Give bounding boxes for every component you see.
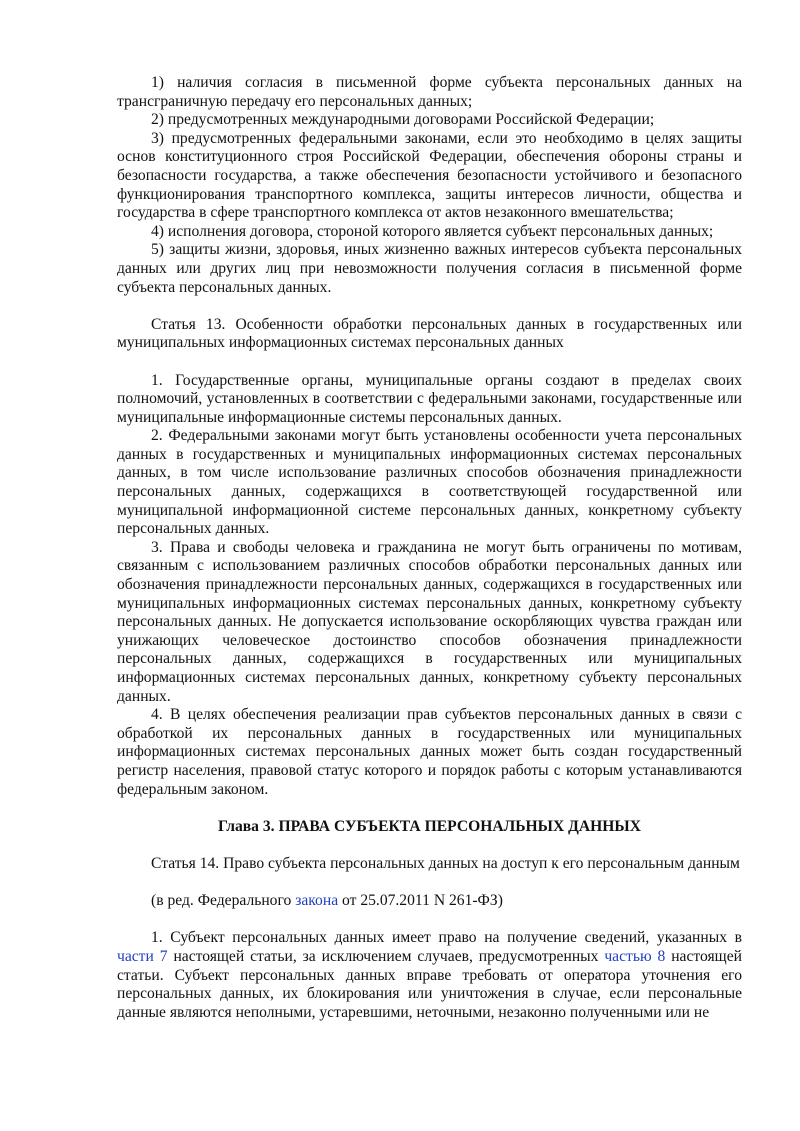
- article-14-edition-note: [117, 892, 742, 911]
- list-item-2: 2) предусмотренных международными договорами Российской Федерации;: [151, 111, 655, 129]
- edition-text-before: (в ред. Федерального: [151, 892, 296, 910]
- article-13-title: Статья 13. Особенности обработки персональных данных в государственных или муниципальных информационных системах персональных данных: [117, 315, 742, 352]
- list-item-5: 5) защиты жизни, здоровья, иных жизненно важных интересов субъекта персональных данных или других лиц при невозможности получения согласия в письменной форме субъекта персональных данных.: [117, 241, 742, 296]
- spacer: [117, 353, 742, 372]
- spacer: [117, 297, 742, 316]
- spacer: [117, 836, 742, 855]
- article-13-paragraph-4: 4. В целях обеспечения реализации прав субъектов персональных данных в связи с обработкой их персональных данных в государственных или муниципальных информационных системах персональных данных может быть создан государственный регистр населения, правовой статус которого и порядок работы с которым устанавливаются федеральным законом.: [117, 706, 742, 798]
- chapter-3-heading: Глава 3. ПРАВА СУБЪЕКТА ПЕРСОНАЛЬНЫХ ДАННЫХ: [218, 817, 641, 835]
- law-link[interactable]: закона: [295, 892, 339, 910]
- part-8-link[interactable]: частью 8: [604, 947, 666, 965]
- article-14-title: Статья 14. Право субъекта персональных данных на доступ к его персональным данным: [151, 854, 740, 872]
- spacer: [117, 874, 742, 893]
- article-14-paragraph-1: [117, 929, 742, 1022]
- document-page: [117, 74, 742, 1022]
- list-item-4: 4) исполнения договора, стороной которого является субъект персональных данных;: [151, 222, 714, 240]
- spacer: [117, 799, 742, 818]
- article-13-paragraph-2: 2. Федеральными законами могут быть установлены особенности учета персональных данных в государственных и муниципальных информационных системах персональных данных, в том числе использование различных способов обозначения принадлежности персональных данных, содержащихся в соответствующей государственной или муниципальной информационной системе персональных данных, конкретному субъекту персональных данных.: [117, 427, 742, 538]
- paragraph-text: настоящей статьи. Субъект персональных данных вправе требовать от оператора уточнения его персональных данных, их блокирования или уничтожения в случае, если персональные данные являются неполными, устаревшими, неточными, незаконно полученными или не: [117, 947, 742, 1021]
- article-13-paragraph-1: 1. Государственные органы, муниципальные органы создают в пределах своих полномочий, установленных в соответствии с федеральными законами, государственные или муниципальные информационные системы персональных данных.: [117, 371, 742, 426]
- list-item-1: 1) наличия согласия в письменной форме субъекта персональных данных на трансграничную передачу его персональных данных;: [117, 74, 742, 110]
- spacer: [117, 911, 742, 930]
- list-item-3: 3) предусмотренных федеральными законами, если это необходимо в целях защиты основ конституционного строя Российской Федерации, обеспечения обороны страны и безопасности государства, а также обеспечения безопасности устойчивого и безопасного функционирования транспортного комплекса, защиты интересов личности, общества и государства в сфере транспортного комплекса от актов незаконного вмешательства;: [117, 129, 742, 222]
- article-13-paragraph-3: 3. Права и свободы человека и гражданина не могут быть ограничены по мотивам, связанным с использованием различных способов обработки персональных данных или обозначения принадлежности персональных данных, содержащихся в государственных или муниципальных информационных системах персональных данных, конкретному субъекту персональных данных. Не допускается использование оскорбляющих чувства граждан или унижающих человеческое достоинство способов обозначения принадлежности персональных данных, содержащихся в государственных или муниципальных информационных системах персональных данных, конкретному субъекту персональных данных.: [117, 538, 742, 705]
- part-7-link[interactable]: части 7: [117, 947, 168, 965]
- paragraph-text: 1. Субъект персональных данных имеет право на получение сведений, указанных в: [151, 929, 742, 947]
- edition-text-after: от 25.07.2011 N 261-ФЗ): [338, 892, 503, 910]
- paragraph-text: настоящей статьи, за исключением случаев, предусмотренных: [167, 947, 605, 965]
